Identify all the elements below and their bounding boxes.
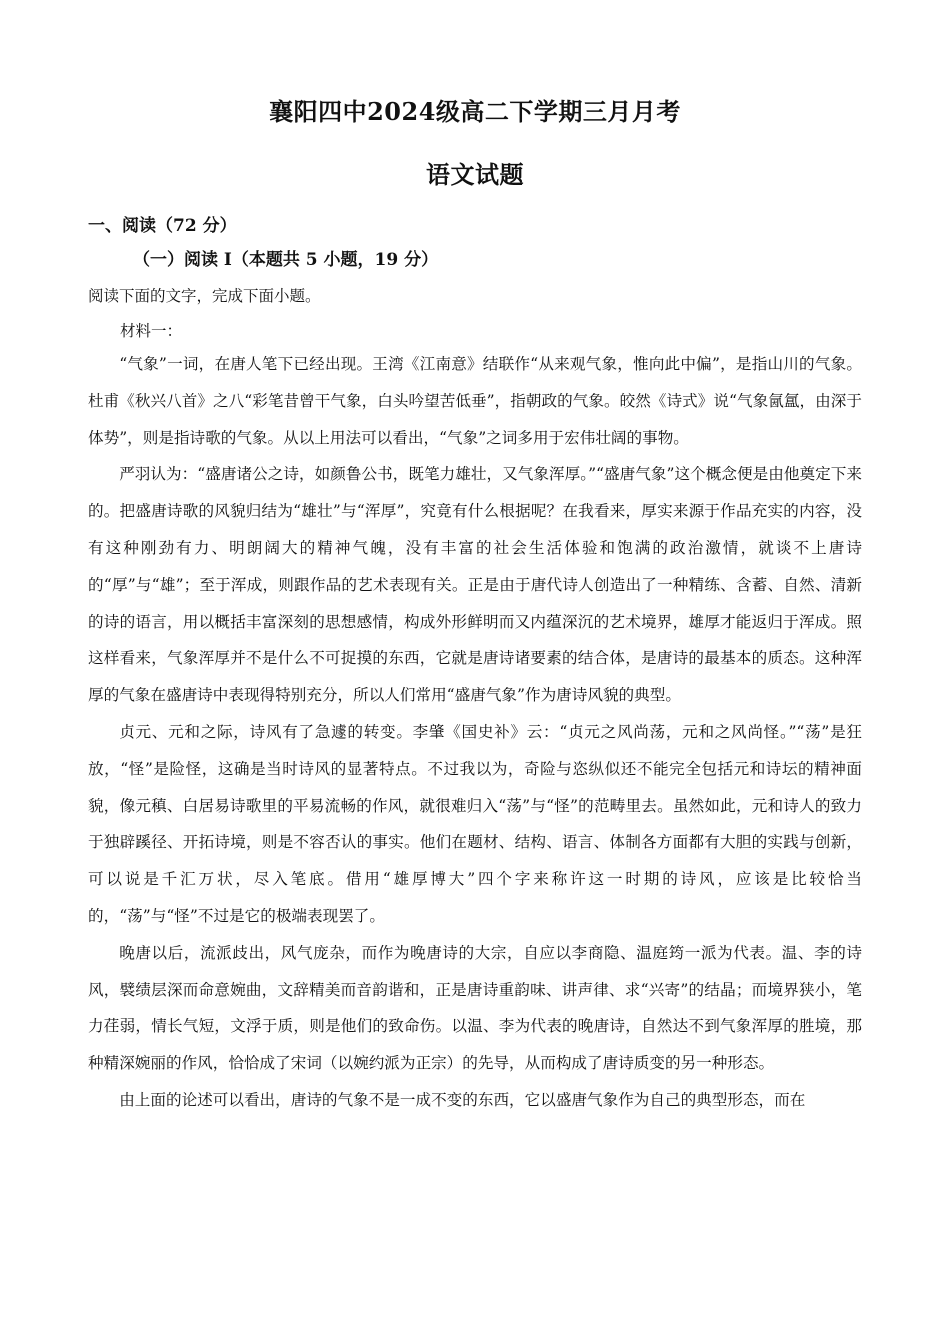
material-label: 材料一： [120,322,183,340]
paragraph: 由上面的论述可以看出，唐诗的气象不是一成不变的东西，它以盛唐气象作为自己的典型形态，而在 [119,1090,806,1109]
paragraph: “气象”一词，在唐人笔下已经出现。王湾《江南意》结联作“从来观气象，惟向此中偏”，是指山川的气象。杜甫《秋兴八首》之八“彩笔昔曾干气象，白头吟望苦低垂”，指朝政的气象。皎然《诗式》说“气象氤氲，由深于体势”，则是指诗歌的气象。从以上用法可以看出，“气象”之词多用于宏伟壮阔的事物。 [88,355,862,447]
exam-title: 襄阳四中2024级高二下学期三月月考 [269,97,681,126]
paragraph: 严羽认为：“盛唐诸公之诗，如颜鲁公书，既笔力雄壮，又气象浑厚。”“盛唐气象”这个概念便是由他奠定下来的。把盛唐诗歌的风貌归结为“雄壮”与“浑厚”，究竟有什么根据呢？在我看来，厚实来源于作品充实的内容，没有这种刚劲有力、明朗阔大的精神气魄，没有丰富的社会生活体验和饱满的政治激情，就谈不上唐诗的“厚”与“雄”；至于浑成，则跟作品的艺术表现有关。正是由于唐代诗人创造出了一种精练、含蓄、自然、清新的诗的语言，用以概括丰富深刻的思想感情，构成外形鲜明而又内蕴深沉的艺术境界，雄厚才能返归于浑成。照这样看来，气象浑厚并不是什么不可捉摸的东西，它就是唐诗诸要素的结合体，是唐诗的最基本的质态。这种浑厚的气象在盛唐诗中表现得特别充分，所以人们常用“盛唐气象”作为唐诗风貌的典型。 [88,465,862,705]
subsection-heading: （一）阅读 Ⅰ（本题共 5 小题，19 分） [133,250,439,270]
passage-body [88,346,862,1119]
exam-subtitle: 语文试题 [426,160,524,189]
paragraph: 贞元、元和之际，诗风有了急遽的转变。李肇《国史补》云：“贞元之风尚荡，元和之风尚怪。”“荡”是狂放，“怪”是险怪，这确是当时诗风的显著特点。不过我以为，奇险与恣纵似还不能完全包括元和诗坛的精神面貌，像元稹、白居易诗歌里的平易流畅的作风，就很难归入“荡”与“怪”的范畴里去。虽然如此，元和诗人的致力于独辟蹊径、开拓诗境，则是不容否认的事实。他们在题材、结构、语言、体制各方面都有大胆的实践与创新，可以说是千汇万状，尽入笔底。借用“雄厚博大”四个字来称许这一时期的诗风，应该是比较恰当的，“荡”与“怪”不过是它的极端表现罢了。 [88,722,862,925]
section-heading: 一、阅读（72 分） [88,216,237,236]
paragraph: 晚唐以后，流派歧出，风气庞杂，而作为晚唐诗的大宗，自应以李商隐、温庭筠一派为代表。温、李的诗风，襞绩层深而命意婉曲，文辞精美而音韵谐和，正是唐诗重韵味、讲声律、求“兴寄”的结晶；而境界狭小，笔力荏弱，情长气短，文浮于质，则是他们的致命伤。以温、李为代表的晚唐诗，自然达不到气象浑厚的胜境，那种精深婉丽的作风，恰恰成了宋词（以婉约派为正宗）的先导，从而构成了唐诗质变的另一种形态。 [88,943,862,1073]
instruction-text: 阅读下面的文字，完成下面小题。 [88,287,321,305]
